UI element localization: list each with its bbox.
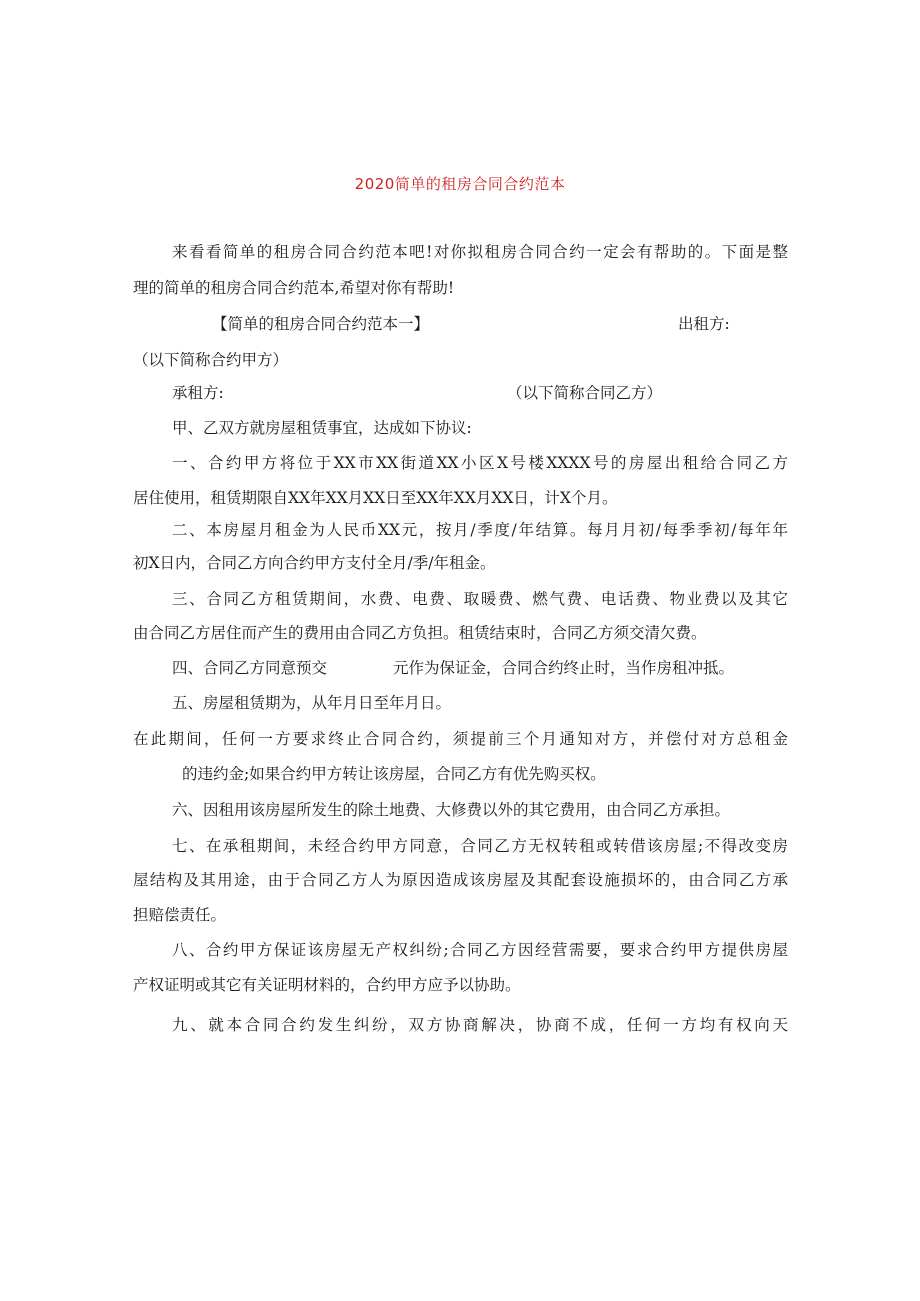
clause-9-line-1: 九、就本合同合约发生纠纷，双方协商解决，协商不成，任何一方均有权向天 (172, 1016, 788, 1034)
lessee-note: （以下简称合同乙方） (507, 384, 663, 402)
clause-5-line-3: 的违约金;如果合约甲方转让该房屋，合同乙方有优先购买权。 (182, 765, 606, 783)
clause-1-line-1: 一、合约甲方将位于XX市XX街道XX小区X号楼XXXX号的房屋出租给合同乙方 (172, 454, 788, 472)
intro-line-2: 理的简单的租房合同合约范本,希望对你有帮助! (133, 279, 455, 297)
clause-1-line-2: 居住使用，租赁期限自XX年XX月XX日至XX年XX月XX日，计X个月。 (133, 489, 618, 507)
agreement-line: 甲、乙双方就房屋租赁事宜，达成如下协议: (172, 419, 472, 437)
document-title: 2020简单的租房合同合约范本 (354, 175, 566, 193)
clause-7-line-1: 七、在承租期间，未经合约甲方同意，合同乙方无权转租或转借该房屋;不得改变房 (172, 837, 788, 855)
clause-7-line-3: 担赔偿责任。 (133, 906, 227, 924)
intro-line-1: 来看看简单的租房合同合约范本吧!对你拟租房合同合约一定会有帮助的。下面是整 (172, 243, 788, 261)
clause-4-part-a: 四、合同乙方同意预交 (172, 659, 328, 677)
clause-5-line-1: 五、房屋租赁期为，从年月日至年月日。 (172, 694, 452, 712)
clause-3-line-2: 由合同乙方居住而产生的费用由合同乙方负担。租赁结束时，合同乙方须交清欠费。 (133, 624, 707, 642)
clause-4-part-b: 元作为保证金，合同合约终止时，当作房租冲抵。 (393, 659, 735, 677)
lessor-label: 出租方: (678, 315, 730, 333)
lessee-label: 承租方: (172, 384, 224, 402)
clause-2-line-2: 初X日内，合同乙方向合约甲方支付全月/季/年租金。 (133, 554, 496, 572)
clause-7-line-2: 屋结构及其用途，由于合同乙方人为原因造成该房屋及其配套设施损坏的，由合同乙方承 (133, 871, 788, 889)
clause-8-line-2: 产权证明或其它有关证明材料的，合约甲方应予以协助。 (133, 976, 521, 994)
clause-8-line-1: 八、合约甲方保证该房屋无产权纠纷;合同乙方因经营需要，要求合约甲方提供房屋 (172, 941, 788, 959)
lessor-note: （以下简称合约甲方） (133, 351, 289, 369)
clause-5-line-2: 在此期间，任何一方要求终止合同合约，须提前三个月通知对方，并偿付对方总租金 (133, 730, 788, 748)
clause-6-line: 六、因租用该房屋所发生的除土地费、大修费以外的其它费用，由合同乙方承担。 (172, 801, 731, 819)
clause-2-line-1: 二、本房屋月租金为人民币XX元，按月/季度/年结算。每月月初/每季季初/每年年 (172, 521, 788, 539)
section-heading: 【简单的租房合同合约范本一】 (212, 315, 430, 333)
clause-3-line-1: 三、合同乙方租赁期间，水费、电费、取暖费、燃气费、电话费、物业费以及其它 (172, 590, 788, 608)
